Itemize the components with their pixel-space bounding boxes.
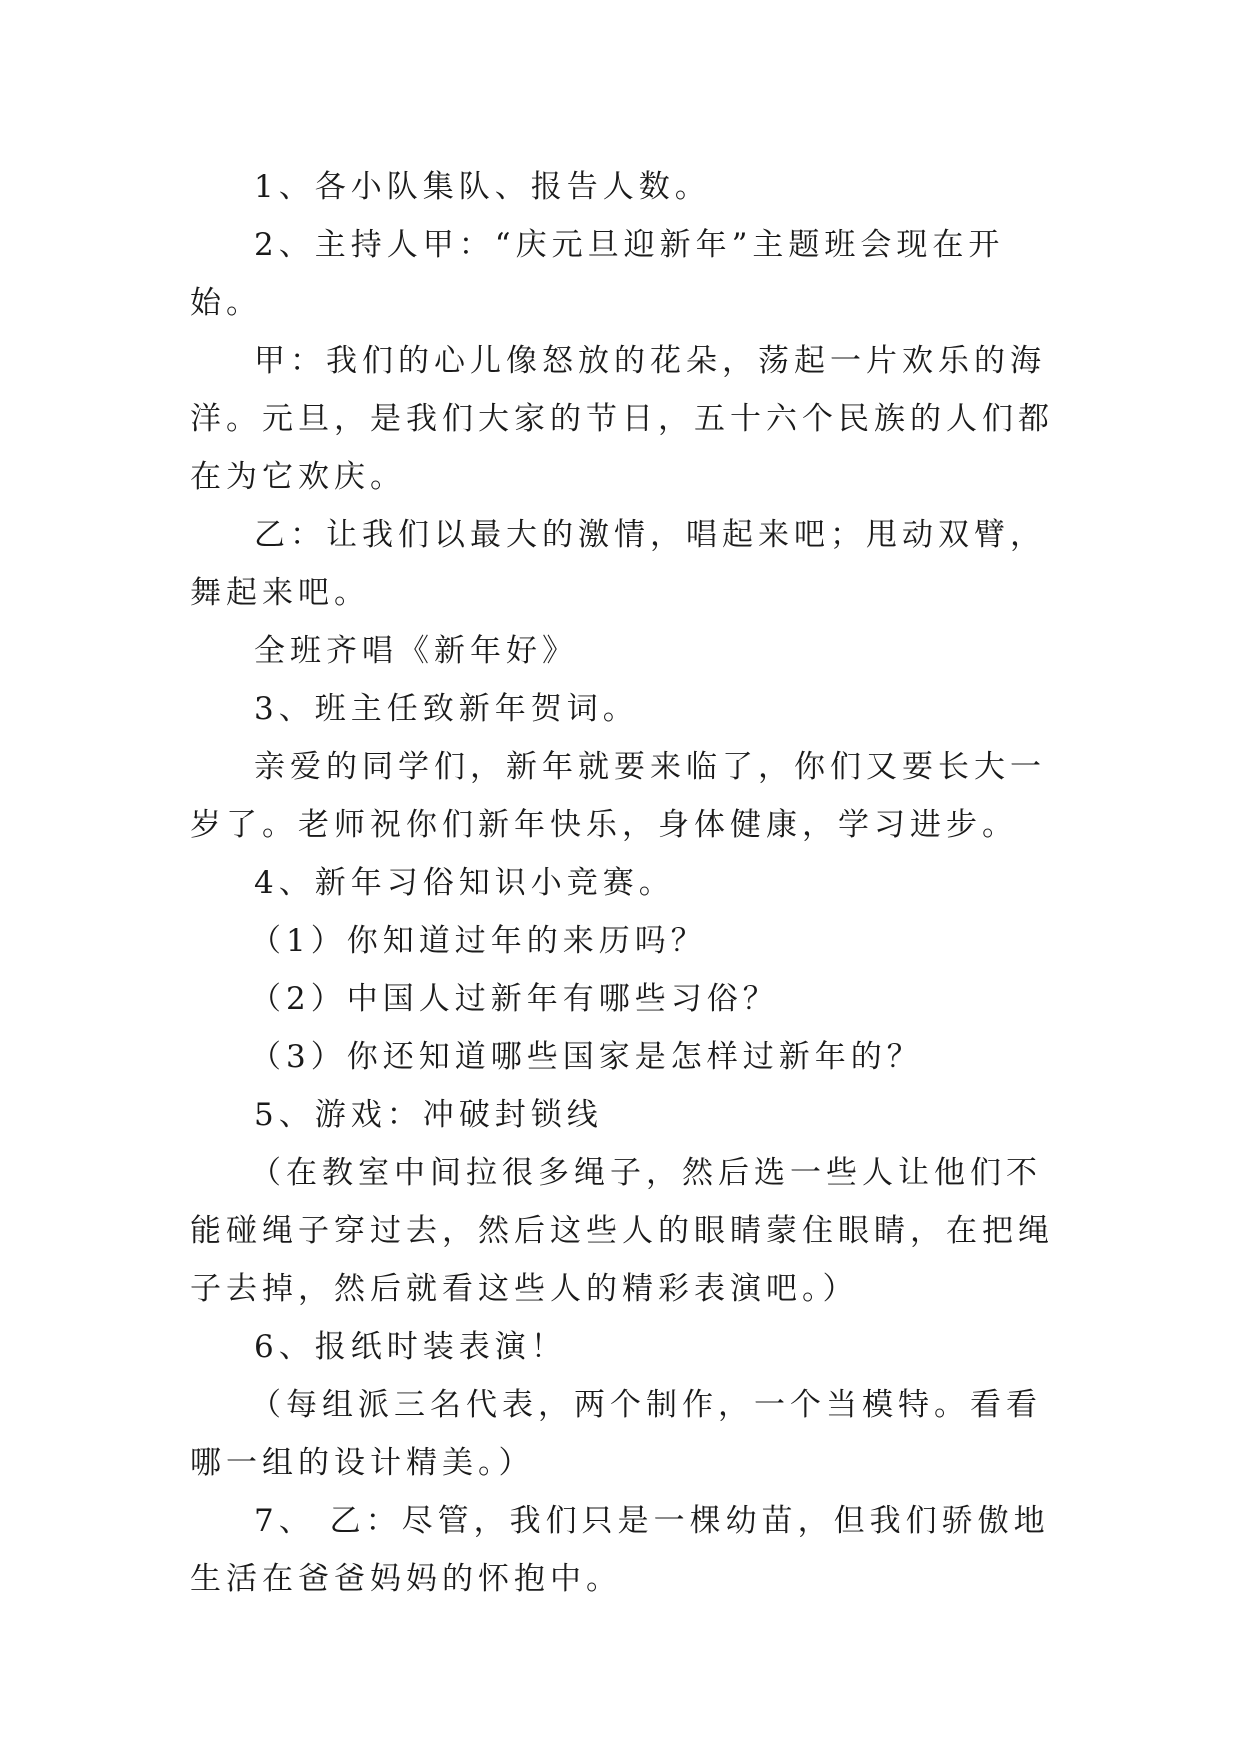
paragraph-10: （2）中国人过新年有哪些习俗？ (250, 981, 779, 1017)
paragraph-6: 3、班主任致新年贺词。 (254, 691, 639, 727)
paragraph-12: 5、游戏：冲破封锁线 (254, 1097, 603, 1133)
document-body (190, 158, 1070, 1608)
paragraph-1: 1、各小队集队、报告人数。 (254, 169, 711, 205)
paragraph-7: 亲爱的同学们，新年就要来临了，你们又要长大一岁了。老师祝你们新年快乐，身体健康，学习进步。 (190, 749, 1046, 843)
paragraph-5: 全班齐唱《新年好》 (254, 633, 578, 669)
paragraph-16: 7、 乙：尽管，我们只是一棵幼苗，但我们骄傲地生活在爸爸妈妈的怀抱中。 (190, 1503, 1050, 1597)
paragraph-15: （每组派三名代表，两个制作，一个当模特。看看哪一组的设计精美。） (190, 1387, 1042, 1481)
paragraph-8: 4、新年习俗知识小竞赛。 (254, 865, 675, 901)
paragraph-11: （3）你还知道哪些国家是怎样过新年的？ (250, 1039, 923, 1075)
paragraph-9: （1）你知道过年的来历吗？ (250, 923, 707, 959)
paragraph-13: （在教室中间拉很多绳子，然后选一些人让他们不能碰绳子穿过去，然后这些人的眼睛蒙住眼睛，在把绳子去掉，然后就看这些人的精彩表演吧。） (190, 1155, 1054, 1307)
paragraph-4: 乙：让我们以最大的激情，唱起来吧；甩动双臂，舞起来吧。 (190, 517, 1046, 611)
paragraph-14: 6、报纸时装表演！ (254, 1329, 567, 1365)
paragraph-2: 2、主持人甲：“庆元旦迎新年”主题班会现在开始。 (190, 227, 1005, 321)
paragraph-3: 甲：我们的心儿像怒放的花朵，荡起一片欢乐的海洋。元旦，是我们大家的节日，五十六个民族的人们都在为它欢庆。 (190, 343, 1054, 495)
